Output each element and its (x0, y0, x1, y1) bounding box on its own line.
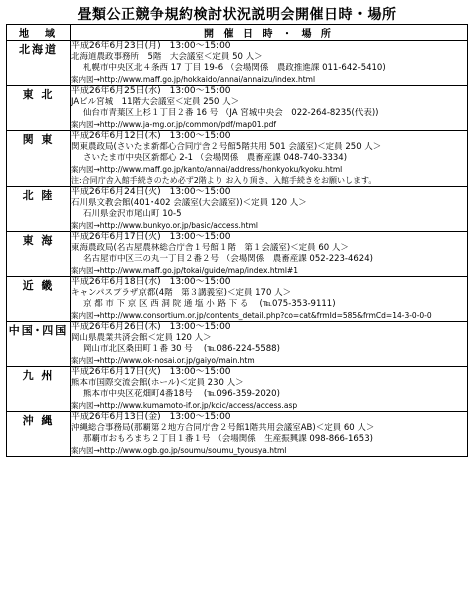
event-datetime: 平成26年6月18日(水) 13:00～15:00 (71, 277, 231, 287)
event-datetime: 平成26年6月23日(月) 13:00～15:00 (71, 41, 231, 51)
table-row (7, 41, 468, 86)
event-address: 名古屋市中区三の丸一丁目２番２号 （会場関係 農畜産課 052-223-4624) (83, 254, 373, 264)
region-name: 沖 縄 (7, 412, 71, 457)
table-row (7, 367, 468, 412)
region-name: 北 陸 (7, 187, 71, 232)
region-name: 東 海 (7, 232, 71, 277)
table-row (7, 187, 468, 232)
event-venue: 北海道農政事務所 5階 大会議室＜定員 50 人＞ (71, 52, 263, 62)
page-title: 畳類公正競争規約検討状況説明会開催日時・場所 (77, 7, 397, 23)
event-datetime: 平成26年6月24日(火) 13:00～15:00 (71, 187, 231, 197)
event-venue: キャンパスプラザ京都(4階 第３講義室)＜定員 170 人＞ (71, 288, 292, 298)
event-address: 那覇市おもろまち２丁目１番１号 （会場関係 生産振興課 098-866-1653) (83, 434, 373, 444)
event-venue: 岡山県農業共済会館＜定員 120 人＞ (71, 333, 212, 343)
event-datetime: 平成26年6月17日(火) 13:00～15:00 (71, 367, 231, 377)
event-datetime: 平成26年6月26日(木) 13:00～15:00 (71, 322, 231, 332)
map-link[interactable]: 案内図→http://www.maff.go.jp/hokkaido/annai/annaizu/index.html (71, 75, 316, 84)
table-header-row (7, 25, 468, 41)
event-address: 札幌市中央区北４条西 17 丁目 19-6 （会場関係 農政推進課 011-642-5410) (83, 63, 386, 73)
event-info (71, 322, 468, 367)
table-row (7, 322, 468, 367)
event-info (71, 131, 468, 187)
table-row (7, 232, 468, 277)
event-info (71, 412, 468, 457)
header-datetime: 開 催 日 時 ・ 場 所 (71, 25, 468, 41)
schedule-table (6, 24, 468, 457)
event-datetime: 平成26年6月17日(火) 13:00～15:00 (71, 232, 231, 242)
table-row (7, 277, 468, 322)
event-datetime: 平成26年6月13日(金) 13:00～15:00 (71, 412, 231, 422)
schedule-rows (7, 41, 468, 457)
event-info (71, 86, 468, 131)
event-info (71, 232, 468, 277)
event-address: さいたま市中央区新都心 2-1 （会場関係 農畜産課 048-740-3334) (83, 153, 348, 163)
event-address: 京 都 市 下 京 区 西 洞 院 通 塩 小 路 下 る (℡075-353-9111) (83, 299, 336, 309)
event-info (71, 41, 468, 86)
event-info (71, 367, 468, 412)
event-venue: JAビル宮城 11階大会議室＜定員 250 人＞ (71, 97, 240, 107)
map-link[interactable]: 案内図→http://www.ja-mg.or.jp/common/pdf/map01.pdf (71, 120, 277, 129)
map-link[interactable]: 案内図→http://www.consortium.or.jp/contents_detail.php?co=cat&frmId=585&frmCd=14-3-0-0-0 (71, 311, 432, 320)
region-name: 東 北 (7, 86, 71, 131)
table-row (7, 412, 468, 457)
event-venue: 東海農政局(名古屋農林総合庁舎１号館１階 第１会議室)＜定員 60 人＞ (71, 243, 349, 253)
map-link[interactable]: 案内図→http://www.maff.go.jp/kanto/annai/address/honkyoku/kyoku.html (71, 165, 343, 174)
region-name: 関 東 (7, 131, 71, 187)
event-datetime: 平成26年6月25日(水) 13:00～15:00 (71, 86, 231, 96)
event-datetime: 平成26年6月12日(木) 13:00～15:00 (71, 131, 231, 141)
entry-note: 注:合同庁舎入館手続きのため必ず2階より お入り頂き、入館手続きをお願いします。 (71, 176, 377, 185)
event-address: 石川県金沢市尾山町 10-5 (83, 209, 182, 219)
event-info (71, 277, 468, 322)
event-address: 岡山市北区桑田町１番 30 号 (℡086-224-5588) (83, 344, 280, 354)
region-name: 中国･四国 (7, 322, 71, 367)
event-info (71, 187, 468, 232)
event-venue: 沖縄総合事務局(那覇第２地方合同庁舎２号館1階共用会議室AB)＜定員 60 人＞ (71, 423, 375, 433)
event-address: 熊本市中央区花畑町4番18号 (℡096-359-2020) (83, 389, 280, 399)
event-venue: 石川県文教会館(401･402 会議室(大会議室))＜定員 120 人＞ (71, 198, 307, 208)
region-name: 近 畿 (7, 277, 71, 322)
region-name: 九 州 (7, 367, 71, 412)
map-link[interactable]: 案内図→http://www.bunkyo.or.jp/basic/access.html (71, 221, 258, 230)
map-link[interactable]: 案内図→http://www.maff.go.jp/tokai/guide/map/index.html#1 (71, 266, 298, 275)
map-link[interactable]: 案内図→http://www.kumamoto-if.or.jp/kcic/access/access.asp (71, 401, 298, 410)
event-venue: 熊本市国際交流会館(ホール)＜定員 230 人＞ (71, 378, 244, 388)
event-venue: 関東農政局(さいたま新都心合同庁舎２号館5階共用 501 会議室)＜定員 250 人＞ (71, 142, 382, 152)
event-address: 仙台市青葉区上杉１丁目２番 16 号 （JA 宮城中央会 022-264-8235(代表)) (83, 108, 379, 118)
region-name: 北海道 (7, 41, 71, 86)
header-region: 地 域 (7, 25, 71, 41)
table-row (7, 86, 468, 131)
map-link[interactable]: 案内図→http://www.ogb.go.jp/soumu/soumu_tyousya.html (71, 446, 287, 455)
map-link[interactable]: 案内図→http://www.ok-nosai.or.jp/gaiyo/main.htm (71, 356, 255, 365)
table-row (7, 131, 468, 187)
